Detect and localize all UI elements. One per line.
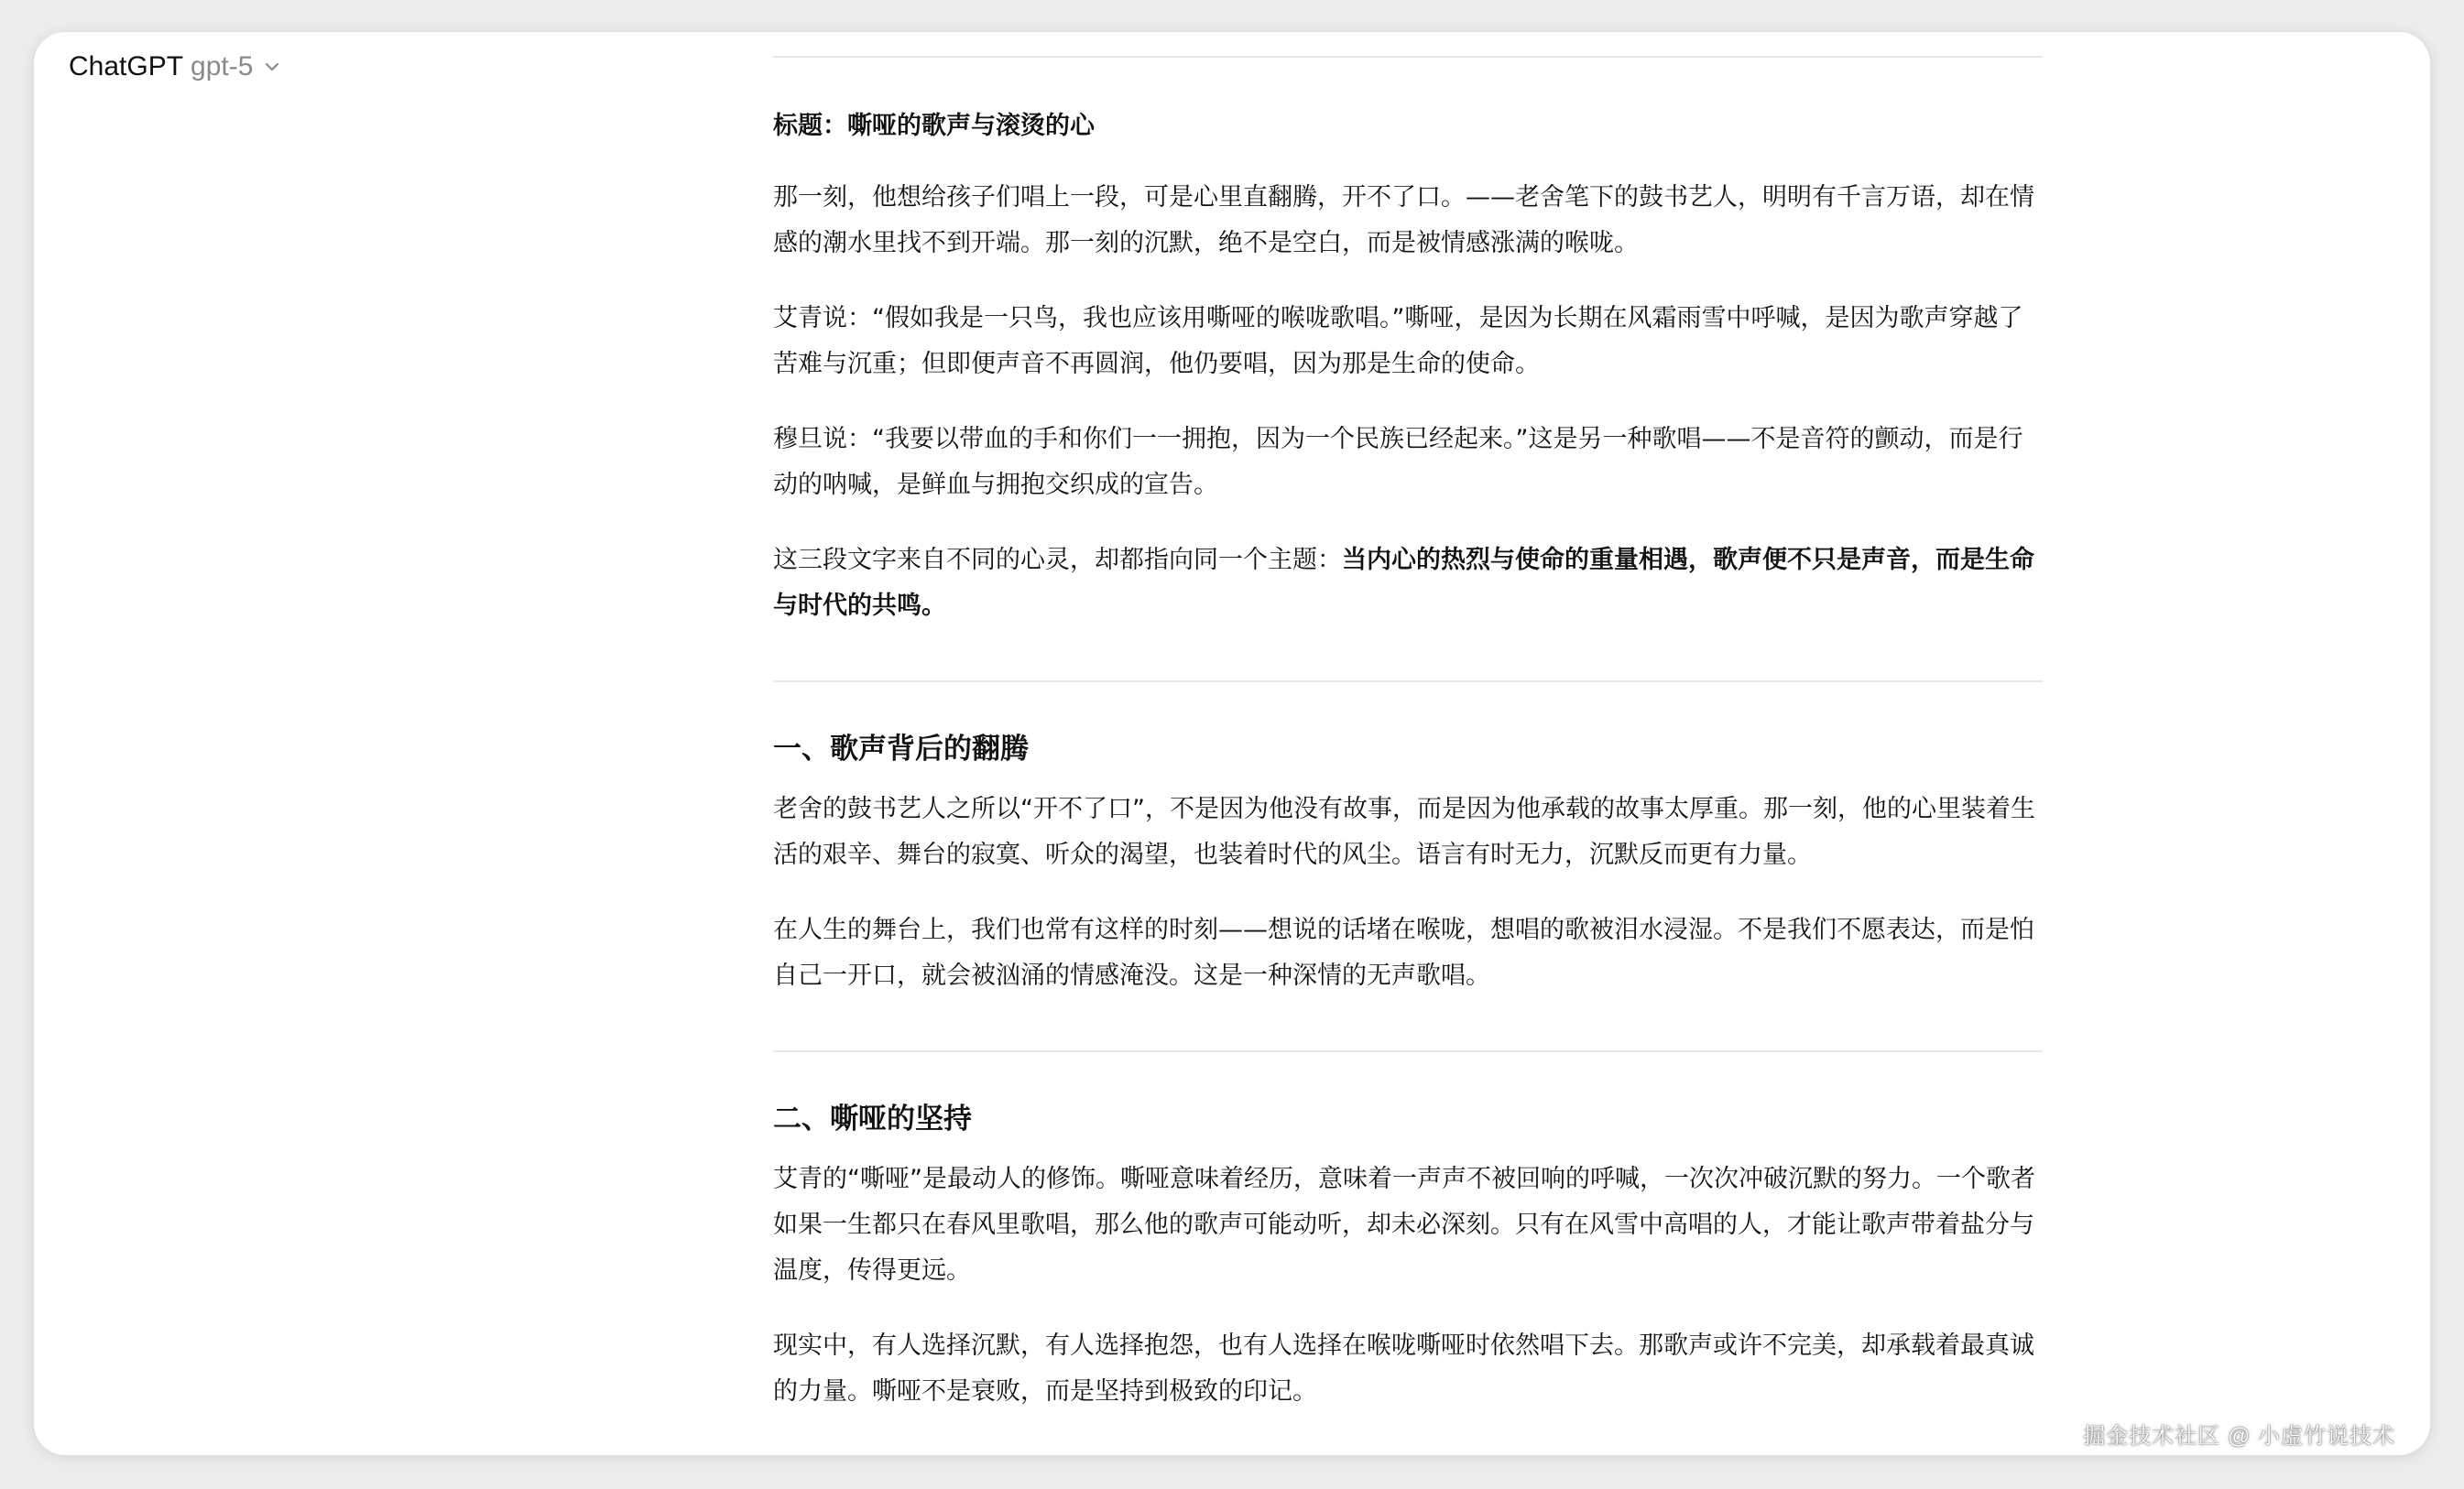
theme-paragraph — [773, 538, 2043, 629]
assistant-message — [773, 32, 2043, 1455]
intro-paragraph: 那一刻，他想给孩子们唱上一段，可是心里直翻腾，开不了口。——老舍笔下的鼓书艺人，明明有千言万语，却在情感的潮水里找不到开端。那一刻的沉默，绝不是空白，而是被情感涨满的喉咙。 — [773, 183, 2034, 257]
section-heading: 二、嘶哑的坚持 — [773, 1103, 972, 1136]
chevron-down-icon — [262, 57, 282, 77]
section-heading: 一、歌声背后的翻腾 — [773, 733, 1029, 766]
model-version: gpt-5 — [191, 51, 254, 82]
divider — [773, 1050, 2043, 1052]
theme-intro: 这三段文字来自不同的心灵，却都指向同一个主题： — [773, 546, 1342, 574]
app-name: ChatGPT — [69, 51, 184, 82]
watermark: 掘金技术社区 @ 小虚竹说技术 — [2083, 1424, 2395, 1449]
section-paragraph: 在人生的舞台上，我们也常有这样的时刻——想说的话堵在喉咙，想唱的歌被泪水浸湿。不是我们不愿表达，而是怕自己一开口，就会被汹涌的情感淹没。这是一种深情的无声歌唱。 — [773, 916, 2034, 990]
intro-paragraph: 穆旦说：“我要以带血的手和你们一一拥抱，因为一个民族已经起来。”这是另一种歌唱——不是音符的颤动，而是行动的呐喊，是鲜血与拥抱交织成的宣告。 — [773, 425, 2023, 499]
section-paragraph: 艾青的“嘶哑”是最动人的修饰。嘶哑意味着经历，意味着一声声不被回响的呼喊，一次次冲破沉默的努力。一个歌者如果一生都只在春风里歌唱，那么他的歌声可能动听，却未必深刻。只有在风雪中高唱的人，才能让歌声带着盐分与温度，传得更远。 — [773, 1165, 2035, 1285]
article-title: 标题：嘶哑的歌声与滚烫的心 — [773, 112, 1095, 140]
theme-highlight: 当内心的热烈与使命的重量相遇，歌声便不只是声音，而是生命与时代的共鸣。 — [773, 546, 2034, 620]
intro-paragraph: 艾青说：“假如我是一只鸟，我也应该用嘶哑的喉咙歌唱。”嘶哑，是因为长期在风霜雨雪中呼喊，是因为歌声穿越了苦难与沉重；但即便声音不再圆润，他仍要唱，因为那是生命的使命。 — [773, 304, 2023, 378]
model-selector[interactable] — [69, 49, 282, 85]
section-paragraph: 现实中，有人选择沉默，有人选择抱怨，也有人选择在喉咙嘶哑时依然唱下去。那歌声或许不完美，却承载着最真诚的力量。嘶哑不是衰败，而是坚持到极致的印记。 — [773, 1331, 2034, 1406]
section-paragraph: 老舍的鼓书艺人之所以“开不了口”，不是因为他没有故事，而是因为他承载的故事太厚重。那一刻，他的心里装着生活的艰辛、舞台的寂寞、听众的渴望，也装着时代的风尘。语言有时无力，沉默反而更有力量。 — [773, 795, 2035, 869]
divider — [773, 56, 2043, 58]
divider — [773, 680, 2043, 682]
chat-window — [34, 32, 2430, 1455]
